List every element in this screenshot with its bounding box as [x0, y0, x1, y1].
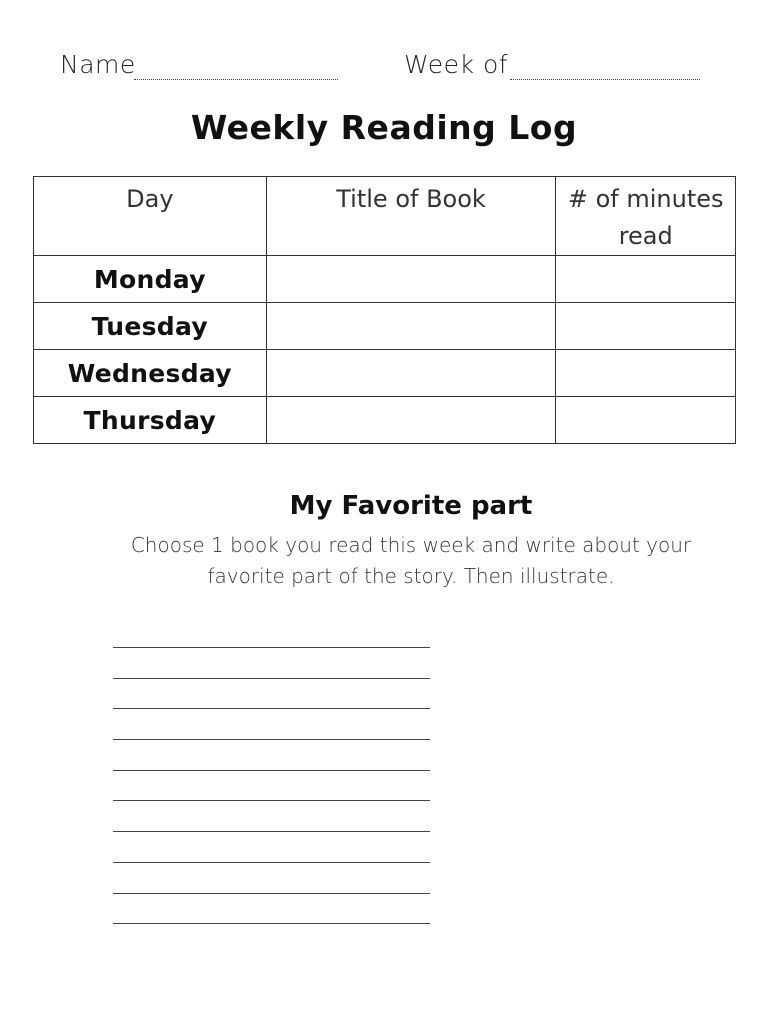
writing-line[interactable] — [113, 862, 430, 863]
writing-line[interactable] — [113, 647, 430, 648]
day-cell-wednesday: Wednesday — [34, 350, 267, 397]
writing-line[interactable] — [113, 831, 430, 832]
table-row — [34, 256, 736, 303]
day-cell-thursday: Thursday — [34, 397, 267, 444]
table-header-row — [34, 177, 736, 256]
minutes-cell-monday[interactable] — [556, 256, 736, 303]
title-cell-thursday[interactable] — [266, 397, 556, 444]
column-header-day: Day — [34, 177, 267, 256]
column-header-minutes: # of minutes read — [556, 177, 736, 256]
favorite-part-heading: My Favorite part — [289, 491, 533, 521]
reading-log-table — [33, 176, 736, 444]
writing-line[interactable] — [113, 800, 430, 801]
week-of-field[interactable] — [510, 79, 700, 80]
favorite-part-instructions — [0, 530, 768, 592]
instructions-line-2: favorite part of the story. Then illustrate. — [207, 564, 615, 588]
minutes-cell-thursday[interactable] — [556, 397, 736, 444]
instructions-line-1: Choose 1 book you read this week and write about your — [130, 533, 692, 557]
writing-area[interactable] — [113, 647, 430, 954]
day-cell-tuesday: Tuesday — [34, 303, 267, 350]
name-field[interactable] — [134, 79, 338, 80]
minutes-cell-wednesday[interactable] — [556, 350, 736, 397]
table-row — [34, 350, 736, 397]
column-header-title: Title of Book — [266, 177, 556, 256]
title-cell-wednesday[interactable] — [266, 350, 556, 397]
week-of-label: Week of — [404, 50, 509, 79]
writing-line[interactable] — [113, 893, 430, 894]
writing-line[interactable] — [113, 923, 430, 924]
name-label: Name — [60, 50, 136, 79]
minutes-cell-tuesday[interactable] — [556, 303, 736, 350]
title-cell-monday[interactable] — [266, 256, 556, 303]
writing-line[interactable] — [113, 708, 430, 709]
table-row — [34, 397, 736, 444]
writing-line[interactable] — [113, 678, 430, 679]
day-cell-monday: Monday — [34, 256, 267, 303]
page-title: Weekly Reading Log — [190, 108, 578, 147]
writing-line[interactable] — [113, 739, 430, 740]
title-cell-tuesday[interactable] — [266, 303, 556, 350]
writing-line[interactable] — [113, 770, 430, 771]
table-row — [34, 303, 736, 350]
